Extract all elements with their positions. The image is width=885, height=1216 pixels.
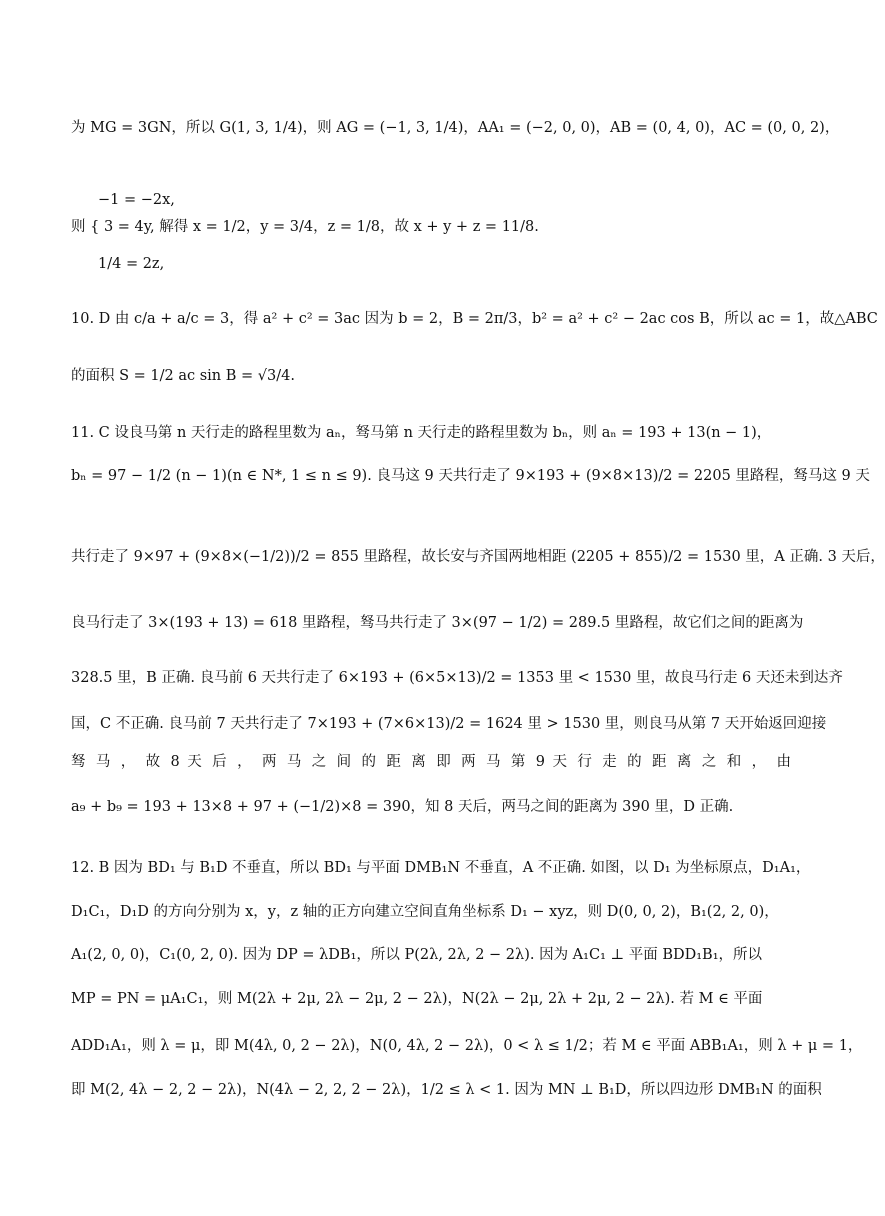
text-line: MP = PN = μA₁C₁，则 M(2λ + 2μ, 2λ − 2μ, 2 − 2λ)，N(2λ − 2μ, 2λ + 2μ, 2 − 2λ). 若 M ∈ 平面 xyxy=(71,991,763,1007)
text-line: D₁C₁，D₁D 的方向分别为 x，y，z 轴的正方向建立空间直角坐标系 D₁ − xyz，则 D(0, 0, 2)，B₁(2, 2, 0)， xyxy=(71,904,779,920)
text-line: 12. B 因为 BD₁ 与 B₁D 不垂直，所以 BD₁ 与平面 DMB₁N 不垂直，A 不正确. 如图，以 D₁ 为坐标原点，D₁A₁， xyxy=(71,860,811,876)
text-line: 10. D 由 c/a + a/c = 3，得 a² + c² = 3ac 因为 b = 2，B = 2π/3，b² = a² + c² − 2ac cos B，所以 ac = 1，故△ABC xyxy=(71,311,878,327)
text-line: 共行走了 9×97 + (9×8×(−1/2))/2 = 855 里路程，故长安与齐国两地相距 (2205 + 855)/2 = 1530 里，A 正确. 3 天后， xyxy=(71,549,885,565)
text-line: A₁(2, 0, 0)，C₁(0, 2, 0). 因为 DP = λDB₁，所以 P(2λ, 2λ, 2 − 2λ). 因为 A₁C₁ ⊥ 平面 BDD₁B₁，所以 xyxy=(71,947,763,963)
text-line: 则 { 3 = 4y, 解得 x = 1/2，y = 3/4，z = 1/8，故 x + y + z = 11/8. xyxy=(71,219,539,235)
text-line: −1 = −2x, xyxy=(98,192,175,208)
text-line: 即 M(2, 4λ − 2, 2 − 2λ)，N(4λ − 2, 2, 2 − 2λ)，1/2 ≤ λ < 1. 因为 MN ⊥ B₁D，所以四边形 DMB₁N 的面积 xyxy=(71,1082,822,1098)
text-line: 11. C 设良马第 n 天行走的路程里数为 aₙ，驽马第 n 天行走的路程里数为 bₙ，则 aₙ = 193 + 13(n − 1)， xyxy=(71,425,772,441)
text-line: 328.5 里，B 正确. 良马前 6 天共行走了 6×193 + (6×5×13)/2 = 1353 里 < 1530 里，故良马行走 6 天还未到达齐 xyxy=(71,670,843,686)
text-line: 良马行走了 3×(193 + 13) = 618 里路程，驽马共行走了 3×(97 − 1/2) = 289.5 里路程，故它们之间的距离为 xyxy=(71,615,804,631)
text-line: 为 MG = 3GN，所以 G(1, 3, 1/4)，则 AG = (−1, 3, 1/4)，AA₁ = (−2, 0, 0)，AB = (0, 4, 0)，AC = (0, 0, 2)， xyxy=(71,120,840,136)
text-line: 国，C 不正确. 良马前 7 天共行走了 7×193 + (7×6×13)/2 = 1624 里 > 1530 里，则良马从第 7 天开始返回迎接 xyxy=(71,716,827,732)
text-line: 1/4 = 2z, xyxy=(98,256,165,272)
text-line: a₉ + b₉ = 193 + 13×8 + 97 + (−1/2)×8 = 390，知 8 天后，两马之间的距离为 390 里，D 正确. xyxy=(71,799,734,815)
text-line: 的面积 S = 1/2 ac sin B = √3/4. xyxy=(71,368,295,384)
text-line: ADD₁A₁，则 λ = μ，即 M(4λ, 0, 2 − 2λ)，N(0, 4λ, 2 − 2λ)，0 < λ ≤ 1/2；若 M ∈ 平面 ABB₁A₁，则 λ + μ = 1， xyxy=(71,1038,863,1054)
text-line: bₙ = 97 − 1/2 (n − 1)(n ∈ N*, 1 ≤ n ≤ 9). 良马这 9 天共行走了 9×193 + (9×8×13)/2 = 2205 里路程，驽马这 9 天 xyxy=(71,468,870,484)
text-line: 驽 马 ， 故 8 天 后 ， 两 马 之 间 的 距 离 即 两 马 第 9 天 行 走 的 距 离 之 和 ， 由 xyxy=(71,754,791,770)
